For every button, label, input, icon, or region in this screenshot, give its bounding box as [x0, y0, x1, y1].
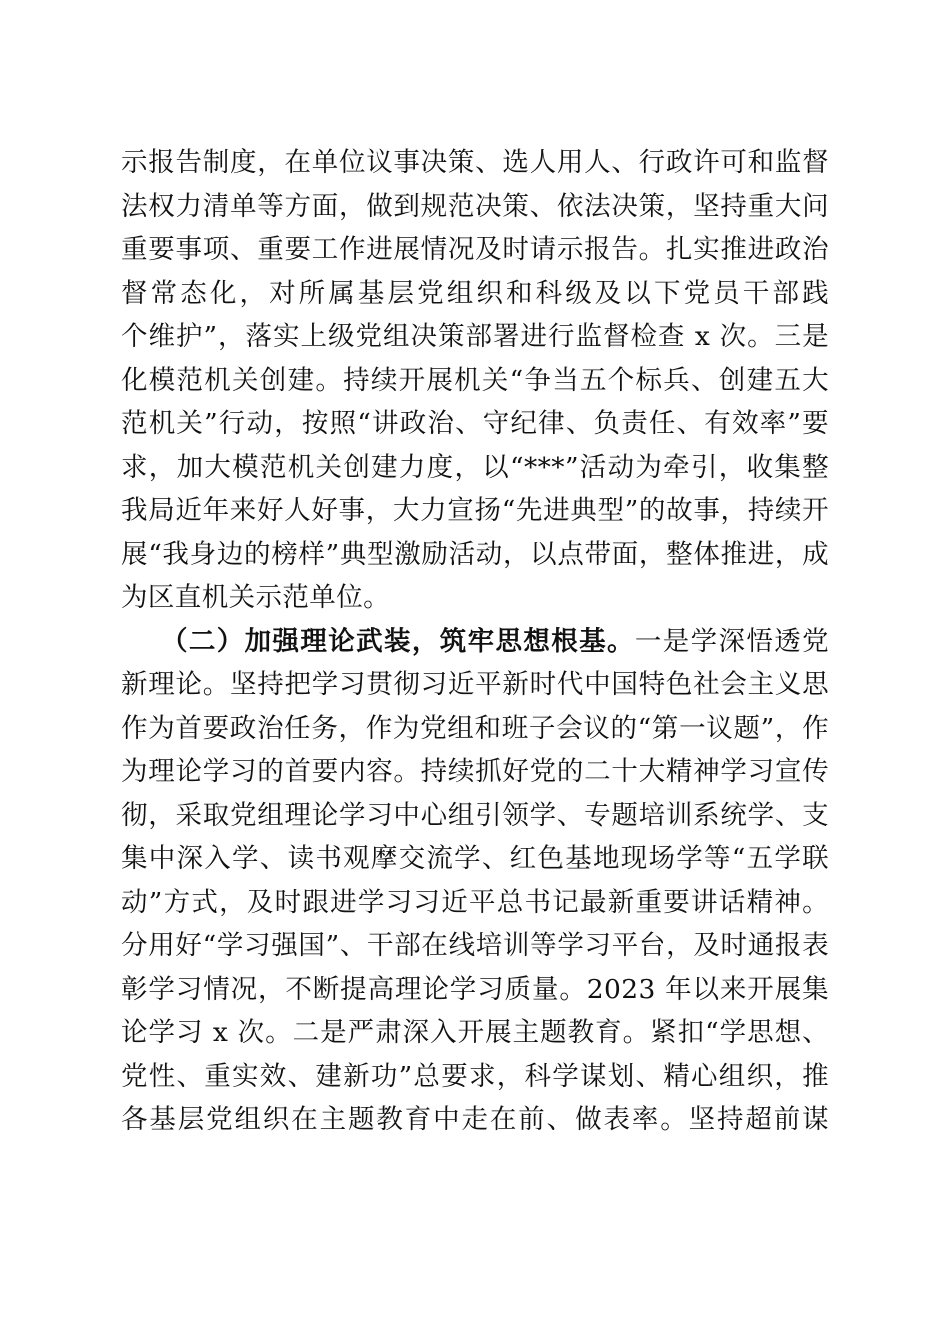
section-heading-line: [121, 620, 829, 664]
text-line: 督常态化，对所属基层党组织和科级及以下党员干部践: [121, 277, 829, 309]
text-line: 求，加大模范机关创建力度，以“***”活动为牵引，收集整: [121, 451, 829, 483]
section-heading: （二）加强理论武装，筑牢思想根基。: [161, 625, 635, 657]
text-line: 动”方式，及时跟进学习习近平总书记最新重要讲话精神。: [121, 886, 829, 918]
text-line: 彻，采取党组理论学习中心组引领学、专题培训系统学、支: [121, 799, 829, 831]
text-line: 为理论学习的首要内容。持续抓好党的二十大精神学习宣传: [121, 756, 829, 787]
text-line: 范机关”行动，按照“讲政治、守纪律、负责任、有效率”要: [121, 408, 829, 439]
text-line: 各基层党组织在主题教育中走在前、做表率。坚持超前谋: [121, 1104, 829, 1135]
body-text: [121, 141, 829, 1142]
text-line: 我局近年来好人好事，大力宣扬“先进典型”的故事，持续开: [121, 495, 829, 526]
text-line: 作为首要政治任务，作为党组和班子会议的“第一议题”，作: [121, 712, 829, 744]
text-line: 集中深入学、读书观摩交流学、红色基地现场学等“五学联: [121, 843, 829, 874]
text-line: 法权力清单等方面，做到规范决策、依法决策，坚持重大问: [121, 190, 829, 222]
text-line: 示报告制度，在单位议事决策、选人用人、行政许可和监督: [121, 147, 829, 178]
text-line: 分用好“学习强国”、干部在线培训等学习平台，及时通报表: [121, 930, 829, 961]
text-line: 重要事项、重要工作进展情况及时请示报告。扎实推进政治: [121, 234, 829, 265]
text-line: 论学习 x 次。二是严肃深入开展主题教育。紧扣“学思想、: [121, 1017, 829, 1048]
text-line: 党性、重实效、建新功”总要求，科学谋划、精心组织，推: [121, 1060, 829, 1092]
text-line: 为区直机关示范单位。: [121, 582, 390, 613]
text-line: 化模范机关创建。持续开展机关“争当五个标兵、创建五大: [121, 364, 829, 396]
section-heading-continuation: 一是学深悟透党: [634, 625, 829, 657]
text-line: 个维护”，落实上级党组决策部署进行监督检查 x 次。三是: [121, 321, 829, 352]
text-line: 展“我身边的榜样”典型激励活动，以点带面，整体推进，成: [121, 538, 829, 570]
text-line: 新理论。坚持把学习贯彻习近平新时代中国特色社会主义思: [121, 669, 829, 700]
text-line: 彰学习情况，不断提高理论学习质量。2023 年以来开展集: [121, 973, 829, 1005]
